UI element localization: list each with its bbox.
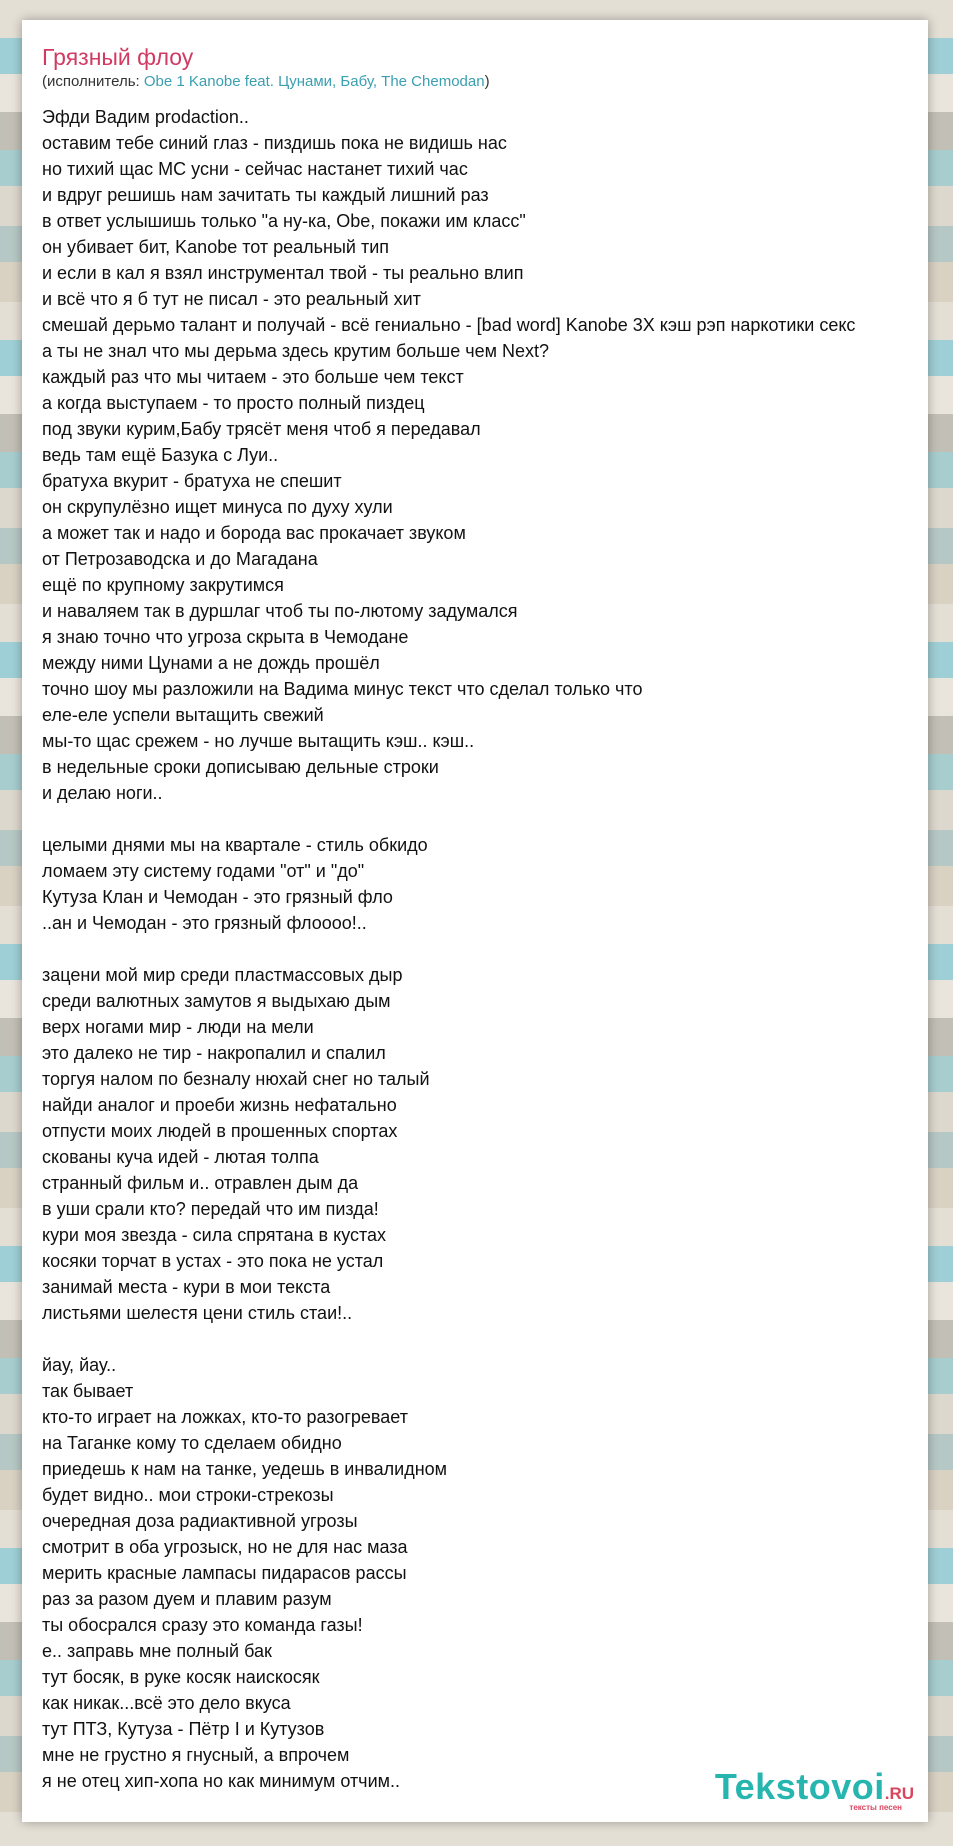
lyric-line: как никак...всё это дело вкуса (42, 1693, 291, 1713)
lyric-line: братуха вкурит - братуха не спешит (42, 471, 342, 491)
lyric-line: еле-еле успели вытащить свежий (42, 705, 324, 725)
lyric-line: занимай места - кури в мои текста (42, 1277, 331, 1297)
lyric-line: и наваляем так в дуршлаг чтоб ты по-лютому задумался (42, 601, 518, 621)
lyric-line: Кутуза Клан и Чемодан - это грязный фло (42, 887, 393, 907)
lyric-line: отпусти моих людей в прошенных спортах (42, 1121, 398, 1141)
lyric-line: зацени мой мир среди пластмассовых дыр (42, 965, 403, 985)
lyric-line: целыми днями мы на квартале - стиль обкидо (42, 835, 428, 855)
lyric-line: мне не грустно я гнусный, а впрочем (42, 1745, 350, 1765)
lyric-line: ты обосрался сразу это команда газы! (42, 1615, 363, 1635)
lyric-line: тут босяк, в руке косяк наискосяк (42, 1667, 320, 1687)
lyric-line: раз за разом дуем и плавим разум (42, 1589, 332, 1609)
logo-tagline: тексты песен (849, 1803, 902, 1812)
song-title: Грязный флоу (42, 44, 194, 70)
lyric-line: верх ногами мир - люди на мели (42, 1017, 314, 1037)
lyric-line: торгуя налом по безналу нюхай снег но талый (42, 1069, 430, 1089)
lyric-line: Эфди Вадим prodaction.. (42, 107, 249, 127)
lyric-line: это далеко не тир - накропалил и спалил (42, 1043, 386, 1063)
lyric-line: и вдруг решишь нам зачитать ты каждый лишний раз (42, 185, 489, 205)
lyric-line: среди валютных замутов я выдыхаю дым (42, 991, 391, 1011)
lyric-line: будет видно.. мои строки-стрекозы (42, 1485, 334, 1505)
lyric-line: в недельные сроки дописываю дельные строки (42, 757, 439, 777)
lyric-line: е.. заправь мне полный бак (42, 1641, 272, 1661)
stanza-break (42, 1326, 928, 1352)
lyric-line: но тихий щас МС усни - сейчас настанет тихий час (42, 159, 468, 179)
lyric-line: а когда выступаем - то просто полный пиздец (42, 393, 425, 413)
lyric-line: странный фильм и.. отравлен дым да (42, 1173, 359, 1193)
stanza-break (42, 936, 928, 962)
lyric-line: и если в кал я взял инструментал твой - ты реально влип (42, 263, 524, 283)
lyric-line: приедешь к нам на танке, уедешь в инвалидном (42, 1459, 448, 1479)
performer-line (42, 73, 490, 90)
lyric-line: кури моя звезда - сила спрятана в кустах (42, 1225, 387, 1245)
lyric-line: йау, йау.. (42, 1355, 117, 1375)
site-logo[interactable] (714, 1766, 914, 1812)
lyric-line: мерить красные лампасы пидарасов рассы (42, 1563, 407, 1583)
lyric-line: а может так и надо и борода вас прокачает звуком (42, 523, 466, 543)
logo-tld: .RU (884, 1784, 914, 1803)
lyric-line: очередная доза радиактивной угрозы (42, 1511, 358, 1531)
lyric-line: каждый раз что мы читаем - это больше чем текст (42, 367, 464, 387)
lyric-line: листьями шелестя цени стиль стаи!.. (42, 1303, 353, 1323)
lyric-line: а ты не знал что мы дерьма здесь крутим больше чем Next? (42, 341, 550, 361)
logo-name: Tekstovoi (714, 1766, 885, 1807)
lyric-line: и всё что я б тут не писал - это реальный хит (42, 289, 421, 309)
lyric-line: смотрит в оба угрозыск, но не для нас маза (42, 1537, 408, 1557)
lyric-line: на Таганке кому то сделаем обидно (42, 1433, 342, 1453)
stanza-break (42, 806, 928, 832)
lyric-line: точно шоу мы разложили на Вадима минус текст что сделал только что (42, 679, 643, 699)
lyric-line: он убивает бит, Kanobe тот реальный тип (42, 237, 390, 257)
lyric-line: мы-то щас срежем - но лучше вытащить кэш.. кэш.. (42, 731, 475, 751)
lyric-line: и делаю ноги.. (42, 783, 163, 803)
lyric-line: тут ПТЗ, Кутуза - Пётр I и Кутузов (42, 1719, 325, 1739)
performer-link[interactable]: Obe 1 Kanobe feat. Цунами, Бабу, The Chemodan (143, 73, 485, 90)
lyric-line: ведь там ещё Базука с Луи.. (42, 445, 279, 465)
lyric-line: между ними Цунами а не дождь прошёл (42, 653, 380, 673)
lyric-line: ломаем эту систему годами "от" и "до" (42, 861, 365, 881)
lyric-line: ещё по крупному закрутимся (42, 575, 284, 595)
lyric-line: от Петрозаводска и до Магадана (42, 549, 318, 569)
lyric-line: я не отец хип-хопа но как минимум отчим.. (42, 1771, 400, 1791)
lyric-line: под звуки курим,Бабу трясёт меня чтоб я передавал (42, 419, 481, 439)
performer-prefix: (исполнитель: (42, 73, 144, 90)
lyric-line: кто-то играет на ложках, кто-то разогревает (42, 1407, 408, 1427)
lyrics-text (42, 104, 928, 1794)
lyric-line: косяки торчат в устах - это пока не устал (42, 1251, 384, 1271)
performer-suffix: ) (484, 73, 490, 90)
lyric-line: ..ан и Чемодан - это грязный флоооо!.. (42, 913, 367, 933)
lyric-line: я знаю точно что угроза скрыта в Чемодане (42, 627, 409, 647)
lyric-line: смешай дерьмо талант и получай - всё гениально - [bad word] Kanobe 3X кэш рэп наркотики секс (42, 315, 856, 335)
lyrics-card (22, 20, 928, 1822)
lyric-line: найди аналог и проеби жизнь нефатально (42, 1095, 397, 1115)
lyric-line: он скрупулёзно ищет минуса по духу хули (42, 497, 393, 517)
lyric-line: так бывает (42, 1381, 134, 1401)
lyric-line: в ответ услышишь только "а ну-ка, Obe, покажи им класс" (42, 211, 526, 231)
lyric-line: в уши срали кто? передай что им пизда! (42, 1199, 379, 1219)
lyric-line: скованы куча идей - лютая толпа (42, 1147, 319, 1167)
lyric-line: оставим тебе синий глаз - пиздишь пока не видишь нас (42, 133, 507, 153)
